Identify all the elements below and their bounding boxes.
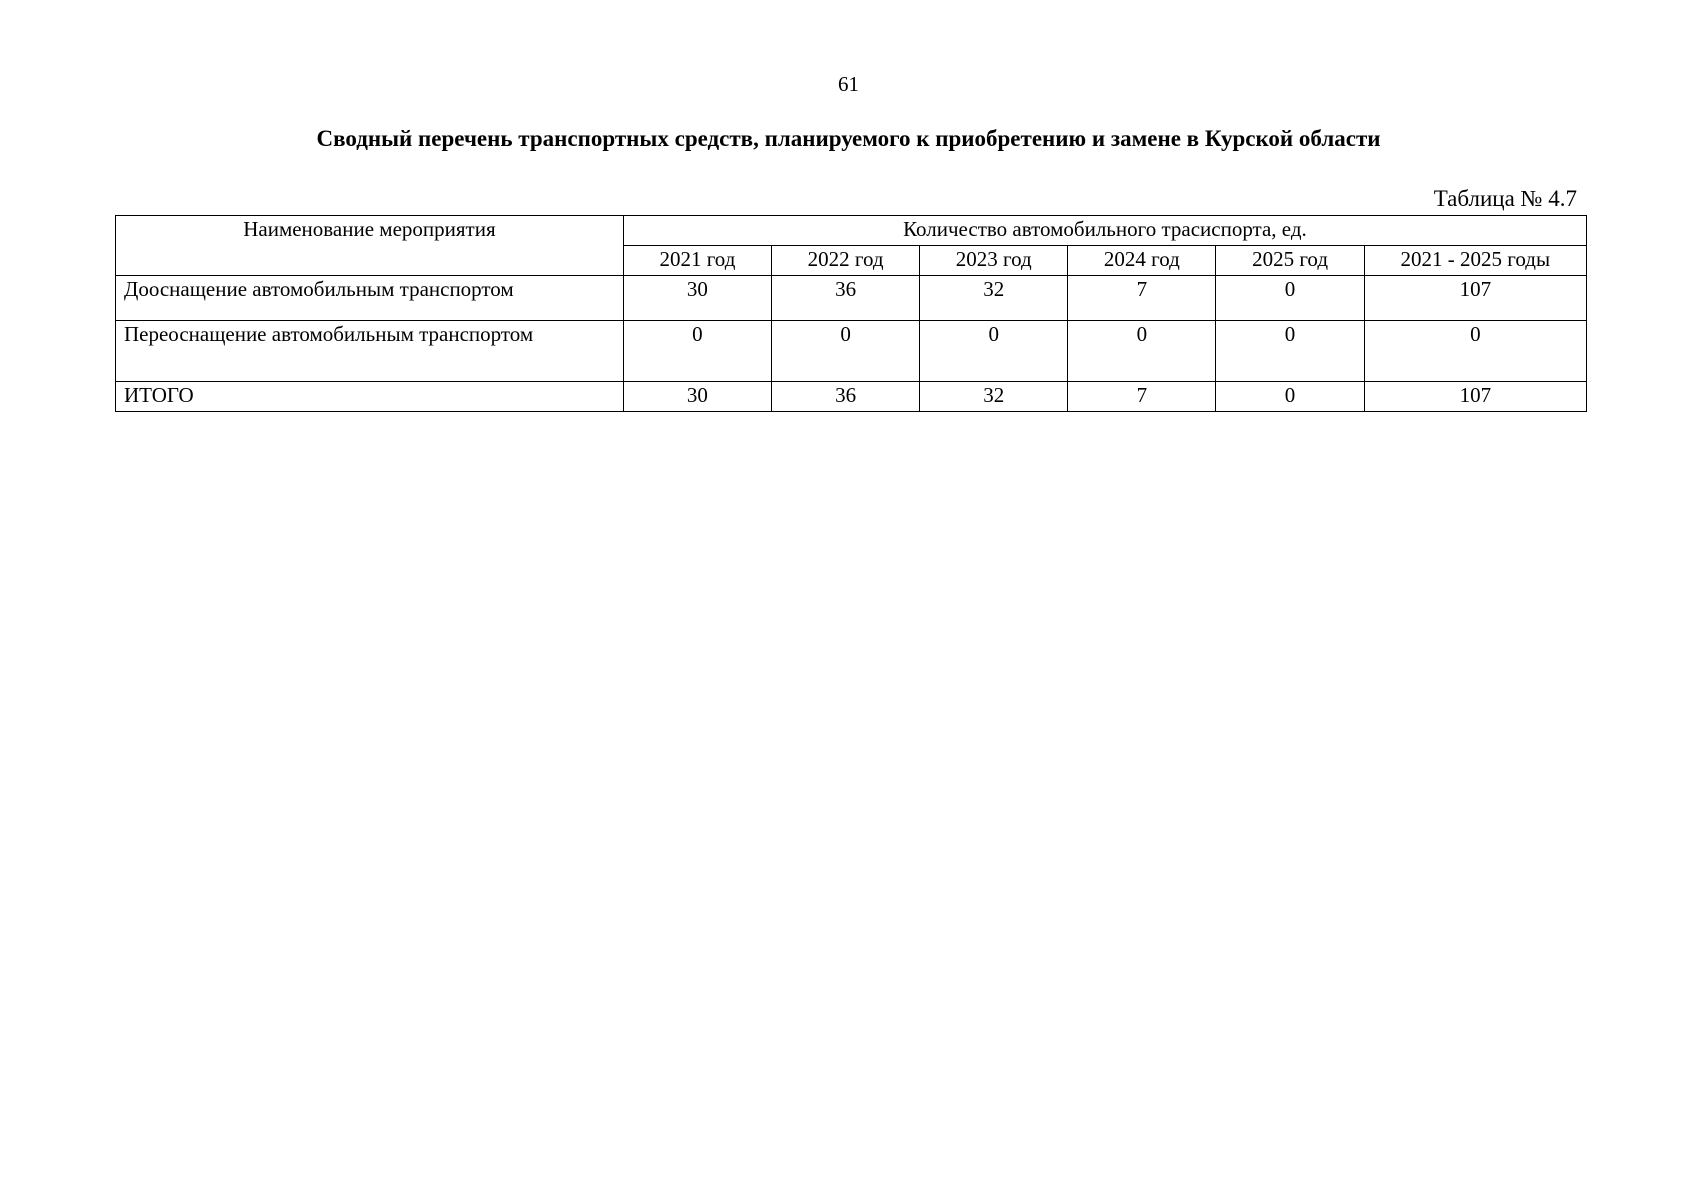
table-row bbox=[116, 321, 1587, 382]
table-cell: 0 bbox=[920, 321, 1068, 382]
column-header-year: 2025 год bbox=[1216, 246, 1364, 276]
table-cell-total: 107 bbox=[1364, 276, 1586, 321]
table-cell: 36 bbox=[772, 276, 920, 321]
column-header-year: 2021 год bbox=[623, 246, 771, 276]
row-label: Переоснащение автомобильным транспортом bbox=[116, 321, 624, 382]
column-group-header: Количество автомобильного трасиспорта, ед. bbox=[623, 216, 1586, 246]
table-cell: 32 bbox=[920, 276, 1068, 321]
table-cell: 0 bbox=[623, 321, 771, 382]
column-header-year: 2022 год bbox=[772, 246, 920, 276]
table-cell: 0 bbox=[1216, 382, 1364, 412]
table-caption: Таблица № 4.7 bbox=[1433, 186, 1577, 211]
table-header-row bbox=[116, 216, 1587, 246]
table-cell: 7 bbox=[1068, 276, 1216, 321]
document-title: Сводный перечень транспортных средств, планируемого к приобретению и замене в Курской области bbox=[316, 126, 1381, 151]
table-cell: 0 bbox=[772, 321, 920, 382]
table-cell: 30 bbox=[623, 382, 771, 412]
column-header-year: 2023 год bbox=[920, 246, 1068, 276]
column-header-name: Наименование мероприятия bbox=[116, 216, 624, 276]
row-label: ИТОГО bbox=[116, 382, 624, 412]
table-cell: 36 bbox=[772, 382, 920, 412]
column-header-total: 2021 - 2025 годы bbox=[1364, 246, 1586, 276]
summary-table bbox=[115, 215, 1587, 412]
table-row-total bbox=[116, 382, 1587, 412]
table-row bbox=[116, 276, 1587, 321]
table-cell: 0 bbox=[1216, 321, 1364, 382]
table-cell-total: 107 bbox=[1364, 382, 1586, 412]
table-cell: 7 bbox=[1068, 382, 1216, 412]
column-header-year: 2024 год bbox=[1068, 246, 1216, 276]
table-cell: 32 bbox=[920, 382, 1068, 412]
row-label: Дооснащение автомобильным транспортом bbox=[116, 276, 624, 321]
table-cell: 0 bbox=[1216, 276, 1364, 321]
table-cell: 0 bbox=[1068, 321, 1216, 382]
table-cell-total: 0 bbox=[1364, 321, 1586, 382]
table-cell: 30 bbox=[623, 276, 771, 321]
page-number: 61 bbox=[838, 72, 859, 96]
